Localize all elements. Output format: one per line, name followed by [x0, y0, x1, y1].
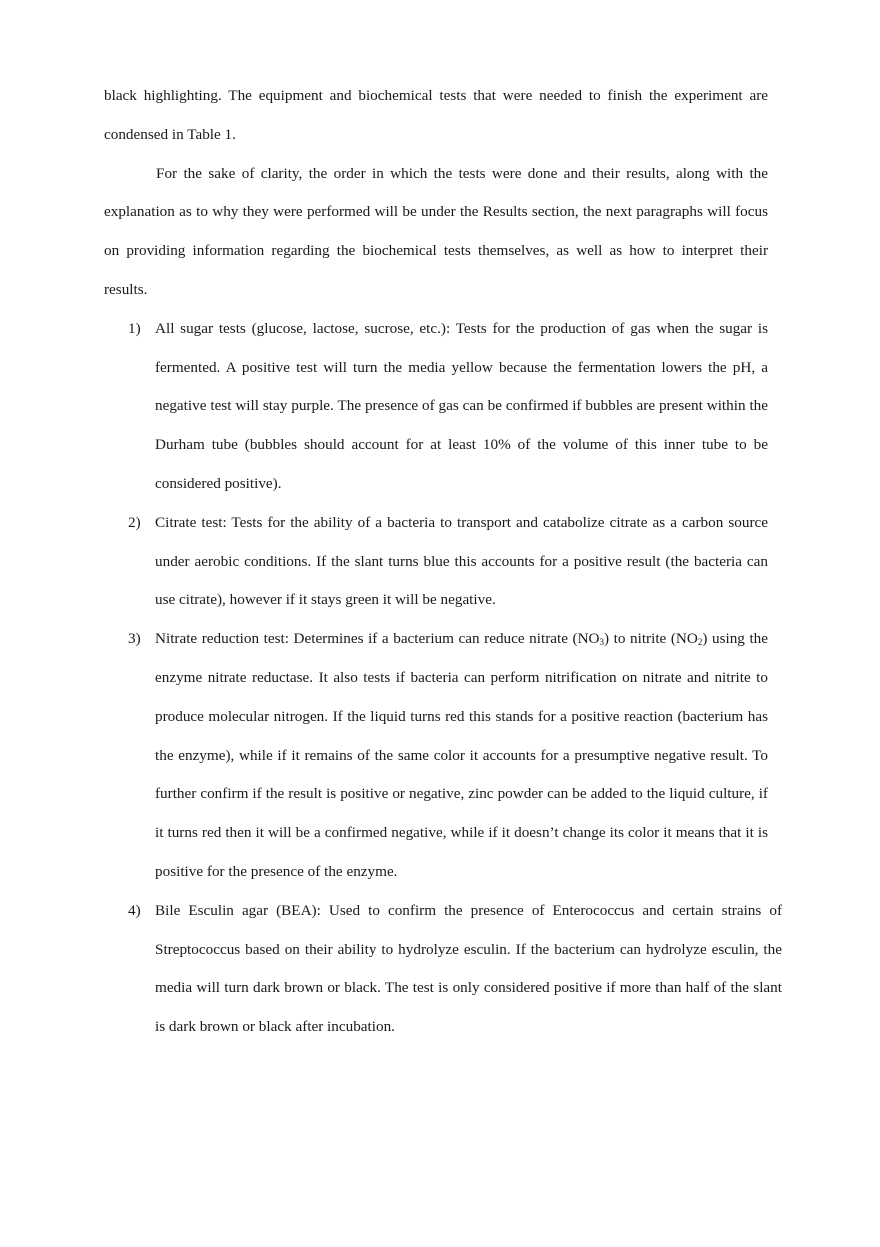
list-item-text-part: ) using the enzyme nitrate reductase. It also tests if bacteria can perform nitrification on nitrate and nitrite to produce molecular nitrogen. If the liquid turns red this stands for a positive reaction (bacterium has the enzyme), while if it remains of the same color it accounts for a presumptive negative result. To further confirm if the result is positive or negative, zinc powder can be added to the liquid culture, if it turns red then it will be a confirmed negative, while if it doesn’t change its color it means that it is positive for the presence of the enzyme. — [155, 630, 769, 880]
list-item-number: 3) — [128, 630, 141, 648]
list-item — [104, 892, 782, 1047]
list-item — [104, 620, 768, 892]
list-item-number: 2) — [128, 513, 141, 531]
list-item-text: Citrate test: Tests for the ability of a bacteria to transport and catabolize citrate as a carbon source under aerobic conditions. If the slant turns blue this accounts for a positive result (the bacteria can use citrate), however if it stays green it will be negative. — [155, 513, 768, 609]
document-body — [104, 77, 782, 1047]
list-item-text — [155, 630, 768, 880]
list-item — [104, 504, 768, 620]
list-item-text-part: ) to nitrite (NO — [604, 630, 698, 648]
paragraph-test-overview: For the sake of clarity, the order in which the tests were done and their results, along with the explanation as to why they were performed will be under the Results section, the next paragraphs will focus on providing information regarding the biochemical tests themselves, as well as how to interpret their results. — [104, 164, 768, 298]
list-item-text-part: Nitrate reduction test: Determines if a bacterium can reduce nitrate (NO — [155, 630, 600, 648]
nitrate-subscript: 3 — [599, 637, 605, 648]
list-item-text: All sugar tests (glucose, lactose, sucrose, etc.): Tests for the production of gas when the sugar is fermented. A positive test will turn the media yellow because the fermentation lowers the pH, a negative test will stay purple. The presence of gas can be confirmed if bubbles are present within the Durham tube (bubbles should account for at least 10% of the volume of this inner tube to be considered positive). — [155, 319, 768, 492]
paragraph-continuation: black highlighting. The equipment and biochemical tests that were needed to finish the experiment are condensed in Table 1. — [104, 87, 768, 143]
list-item-number: 1) — [128, 319, 141, 337]
nitrite-subscript: 2 — [697, 637, 703, 648]
list-item-number: 4) — [128, 901, 141, 919]
list-item — [104, 310, 768, 504]
biochemical-tests-list — [104, 310, 782, 1047]
list-item-text: Bile Esculin agar (BEA): Used to confirm the presence of Enterococcus and certain strains of Streptococcus based on their ability to hydrolyze esculin. If the bacterium can hydrolyze esculin, the media will turn dark brown or black. The test is only considered positive if more than half of the slant is dark brown or black after incubation. — [155, 901, 782, 1036]
